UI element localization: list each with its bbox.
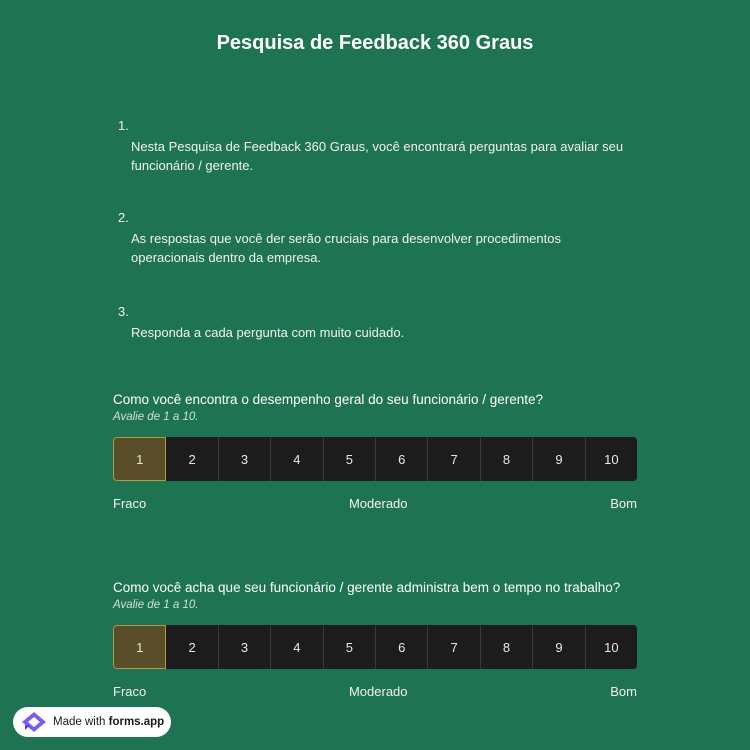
rating-option-8[interactable]: 8: [481, 625, 533, 669]
question-time-management: [113, 580, 637, 699]
scale-labels: [113, 496, 637, 511]
rating-option-6[interactable]: 6: [376, 437, 428, 481]
rating-option-1[interactable]: 1: [113, 437, 166, 481]
scale-high-label: Bom: [610, 496, 637, 511]
scale-high-label: Bom: [610, 684, 637, 699]
scale-mid-label: Moderado: [348, 496, 408, 511]
rating-option-7[interactable]: 7: [428, 437, 480, 481]
rating-option-10[interactable]: 10: [586, 625, 637, 669]
scale-low-label: Fraco: [113, 684, 147, 699]
rating-option-8[interactable]: 8: [481, 437, 533, 481]
rating-option-9[interactable]: 9: [533, 625, 585, 669]
scale-mid-label: Moderado: [348, 684, 408, 699]
made-with-badge[interactable]: [13, 707, 171, 737]
question-overall-performance: [113, 392, 637, 511]
question-hint: Avalie de 1 a 10.: [113, 599, 199, 611]
intro-item-1: [113, 116, 633, 175]
badge-brand: forms.app: [108, 716, 165, 728]
intro-number: 1.: [118, 118, 129, 133]
question-label: Como você acha que seu funcionário / gerente administra bem o tempo no trabalho?: [113, 580, 621, 595]
rating-scale: [113, 437, 637, 481]
rating-scale: [113, 625, 637, 669]
intro-text: Nesta Pesquisa de Feedback 360 Graus, você encontrará perguntas para avaliar seu funcionário / gerente.: [131, 139, 624, 173]
intro-number: 2.: [118, 210, 129, 225]
rating-option-7[interactable]: 7: [428, 625, 480, 669]
intro-item-2: [113, 208, 633, 267]
rating-option-1[interactable]: 1: [113, 625, 166, 669]
rating-option-5[interactable]: 5: [324, 625, 376, 669]
rating-option-9[interactable]: 9: [533, 437, 585, 481]
intro-text: As respostas que você der serão cruciais para desenvolver procedimentos operacionais dentro da empresa.: [131, 231, 561, 265]
rating-option-4[interactable]: 4: [271, 625, 323, 669]
intro-number: 3.: [118, 304, 129, 319]
scale-low-label: Fraco: [113, 496, 147, 511]
question-label: Como você encontra o desempenho geral do seu funcionário / gerente?: [113, 392, 544, 407]
rating-option-6[interactable]: 6: [376, 625, 428, 669]
rating-option-3[interactable]: 3: [219, 625, 271, 669]
scale-labels: [113, 684, 637, 699]
rating-option-2[interactable]: 2: [166, 437, 218, 481]
intro-text: Responda a cada pergunta com muito cuidado.: [131, 325, 405, 340]
badge-text: Made with forms.app: [53, 716, 165, 728]
intro-item-3: [113, 302, 633, 342]
rating-option-4[interactable]: 4: [271, 437, 323, 481]
question-hint: Avalie de 1 a 10.: [113, 411, 199, 423]
rating-option-2[interactable]: 2: [166, 625, 218, 669]
forms-app-logo-icon: [21, 711, 47, 733]
page-title: Pesquisa de Feedback 360 Graus: [216, 32, 534, 54]
rating-option-3[interactable]: 3: [219, 437, 271, 481]
rating-option-10[interactable]: 10: [586, 437, 637, 481]
rating-option-5[interactable]: 5: [324, 437, 376, 481]
